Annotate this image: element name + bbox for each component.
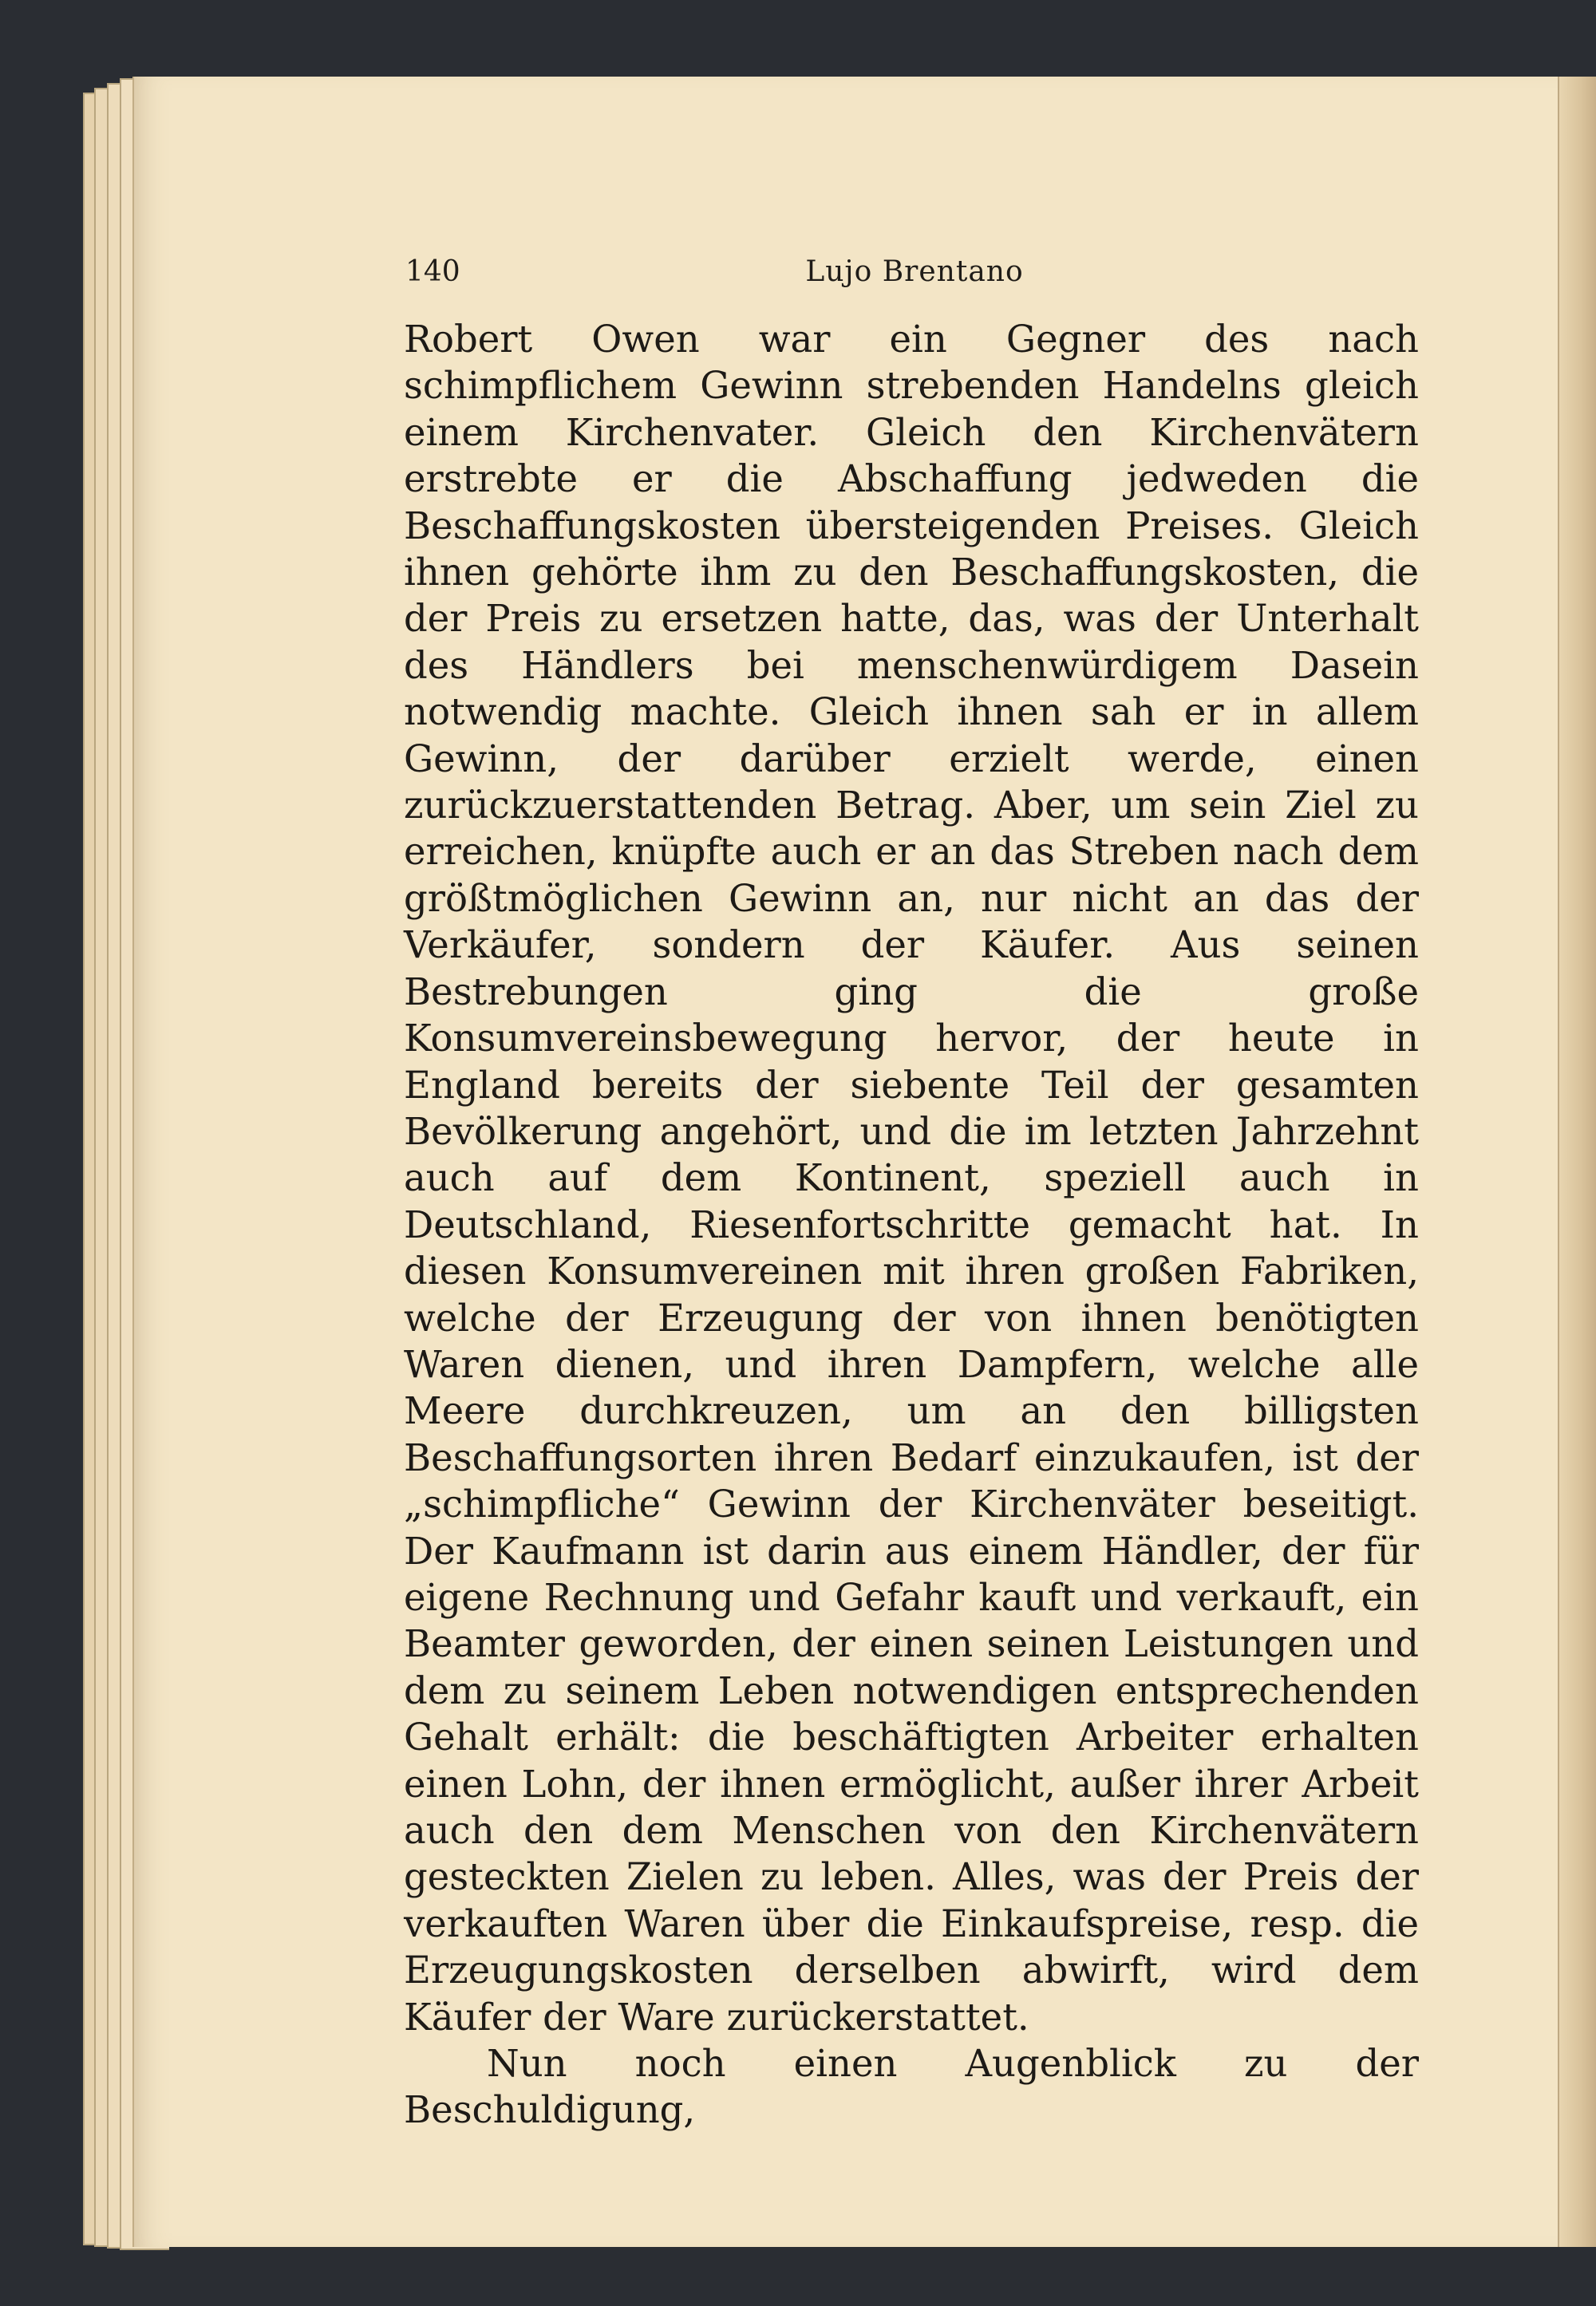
next-page-edge bbox=[1558, 77, 1596, 2247]
running-title: Lujo Brentano bbox=[805, 255, 1024, 288]
paragraph: Nun noch einen Augenblick zu der Beschuldigung, bbox=[404, 2042, 1419, 2132]
page-number: 140 bbox=[405, 255, 460, 288]
paragraph: Robert Owen war ein Gegner des nach schimpflichem Gewinn strebenden Handelns gleich einem Kirchenvater. Gleich den Kirchenvätern erstrebte er die Abschaffung jedweden die Beschaffungskosten übersteigenden Preises. Gleich ihnen gehörte ihm zu den Beschaffungskosten, die der Preis zu ersetzen hatte, das, was der Unterhalt des Händlers bei menschenwürdigem Dasein notwendig machte. Gleich ihnen sah er in allem Gewinn, der darüber erzielt werde, einen zurückzuerstattenden Betrag. Aber, um sein Ziel zu erreichen, knüpfte auch er an das Streben nach dem größtmöglichen Gewinn an, nur nicht an das der Verkäufer, sondern der Käufer. Aus seinen Bestrebungen ging die große Konsumvereinsbewegung hervor, der heute in England bereits der siebente Teil der gesamten Bevölkerung angehört, und die im letzten Jahrzehnt auch auf dem Kontinent, speziell auch in Deutschland, Riesenfortschritte gemacht hat. In diesen Konsumvereinen mit ihren großen Fabriken, welche der Erzeugung der von ihnen benötigten Waren dienen, und ihren Dampfern, welche alle Meere durchkreuzen, um an den billigsten Beschaffungsorten ihren Bedarf einzukaufen, ist der „schimpfliche“ Gewinn der Kirchenväter beseitigt. Der Kaufmann ist darin aus einem Händler, der für eigene Rechnung und Gefahr kauft und verkauft, ein Beamter geworden, der einen seinen Leistungen und dem zu seinem Leben notwendigen entsprechenden Gehalt erhält: die beschäftigten Arbeiter erhalten einen Lohn, der ihnen ermöglicht, außer ihrer Arbeit auch den dem Menschen von den Kirchenvätern gesteckten Zielen zu leben. Alles, was der Preis der verkauften Waren über die Einkaufspreise, resp. die Erzeugungskosten derselben abwirft, wird dem Käufer der Ware zurückerstattet. bbox=[404, 318, 1419, 2039]
body-text bbox=[404, 316, 1419, 2134]
running-head bbox=[405, 255, 1424, 295]
